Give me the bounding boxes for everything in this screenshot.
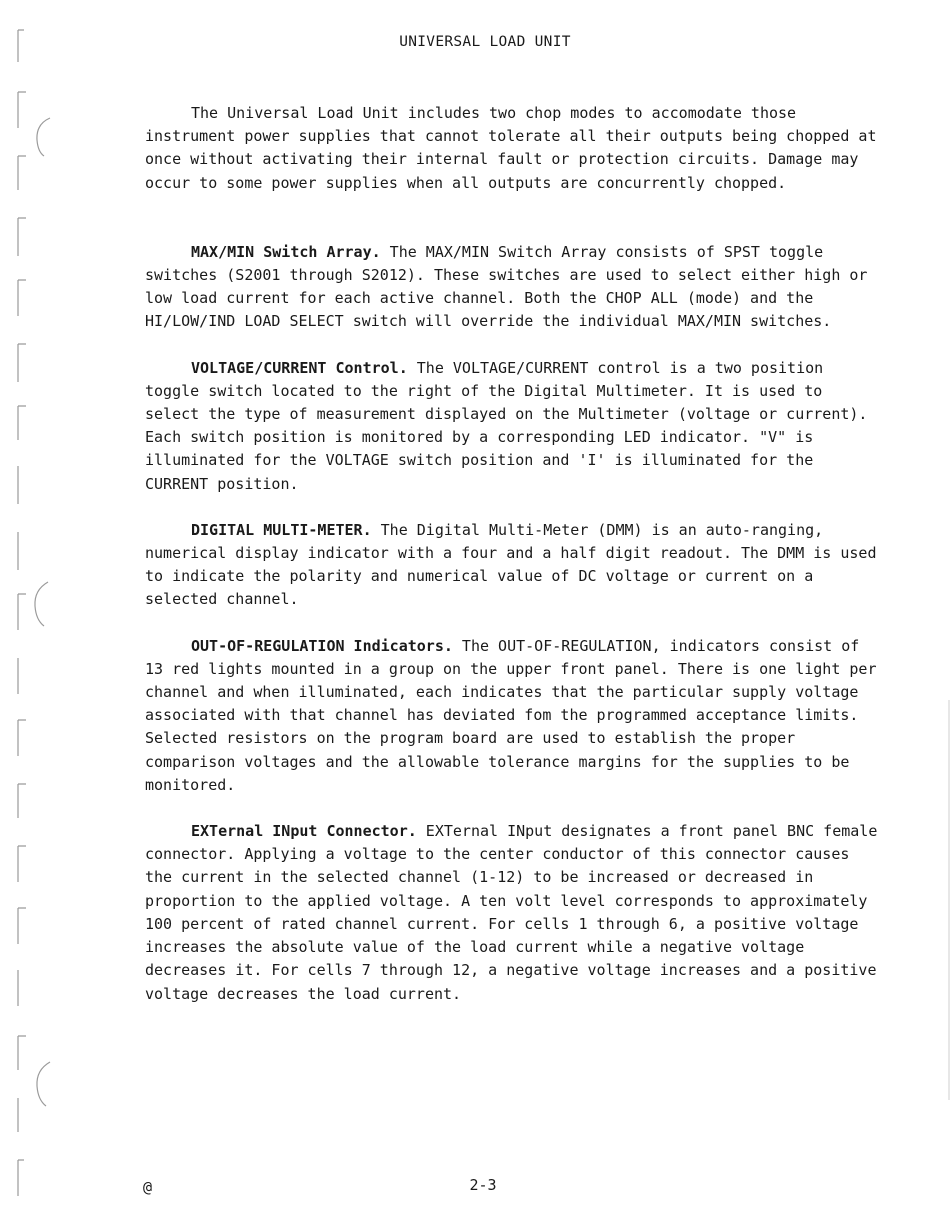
section-digital-multimeter	[145, 519, 885, 612]
footer-mark: @	[143, 1178, 153, 1196]
section-text: The VOLTAGE/CURRENT control is a two position toggle switch located to the right of the Digital Multimeter. It is used to select the type of measurement displayed on the Multimeter (voltage or current). Each switch position is monitored by a corresponding LED indicator. "V" is illuminated for the VOLTAGE switch position and 'I' is illuminated for the CURRENT position.	[145, 358, 877, 493]
section-text: The MAX/MIN Switch Array consists of SPST toggle switches (S2001 through S2012). These switches are used to select either high or low load current for each active channel. Both the CHOP ALL (mode) and the HI/LOW/IND LOAD SELECT switch will override the individual MAX/MIN switches.	[145, 242, 877, 331]
section-text: The OUT-OF-REGULATION, indicators consist of 13 red lights mounted in a group on the upper front panel. There is one light per channel and when illuminated, each indicates that the particular supply voltage associated with that channel has deviated fom the programmed acceptance limits. Selected resistors on the program board are used to establish the proper comparison voltages and the allowable tolerance margins for the supplies to be monitored.	[145, 636, 886, 794]
section-text: The Digital Multi-Meter (DMM) is an auto-ranging, numerical display indicator with a four and a half digit readout. The DMM is used to indicate the polarity and numerical value of DC voltage or current on a selected channel.	[145, 520, 886, 609]
section-heading: DIGITAL MULTI-METER.	[191, 520, 372, 539]
section-max-min	[145, 241, 885, 334]
intro-paragraph	[145, 102, 885, 195]
section-out-of-regulation	[145, 635, 885, 797]
document-body	[145, 102, 885, 1006]
page-header: UNIVERSAL LOAD UNIT	[399, 34, 571, 50]
section-voltage-current	[145, 357, 885, 496]
section-heading: EXTernal INput Connector.	[191, 822, 417, 841]
section-heading: VOLTAGE/CURRENT Control.	[191, 358, 408, 377]
scan-edge-artifacts	[0, 0, 60, 1229]
right-edge-artifact	[946, 0, 950, 1229]
section-external-input	[145, 820, 885, 1006]
section-heading: OUT-OF-REGULATION Indicators.	[191, 636, 453, 655]
page-number: 2-3	[469, 1176, 497, 1194]
section-text: EXTernal INput designates a front panel BNC female connector. Applying a voltage to the center conductor of this connector causes the current in the selected channel (1-12) to be increased or decreased in proportion to the applied voltage. A ten volt level corresponds to approximately 100 percent of rated channel current. For cells 1 through 6, a positive voltage increases the absolute value of the load current while a negative voltage decreases it. For cells 7 through 12, a negative voltage increases and a positive voltage decreases the load current.	[145, 822, 887, 1003]
intro-text: The Universal Load Unit includes two chop modes to accomodate those instrument power supplies that cannot tolerate all their outputs being chopped at once without activating their internal fault or protection circuits. Damage may occur to some power supplies when all outputs are concurrently chopped.	[145, 104, 886, 192]
section-heading: MAX/MIN Switch Array.	[191, 242, 381, 261]
